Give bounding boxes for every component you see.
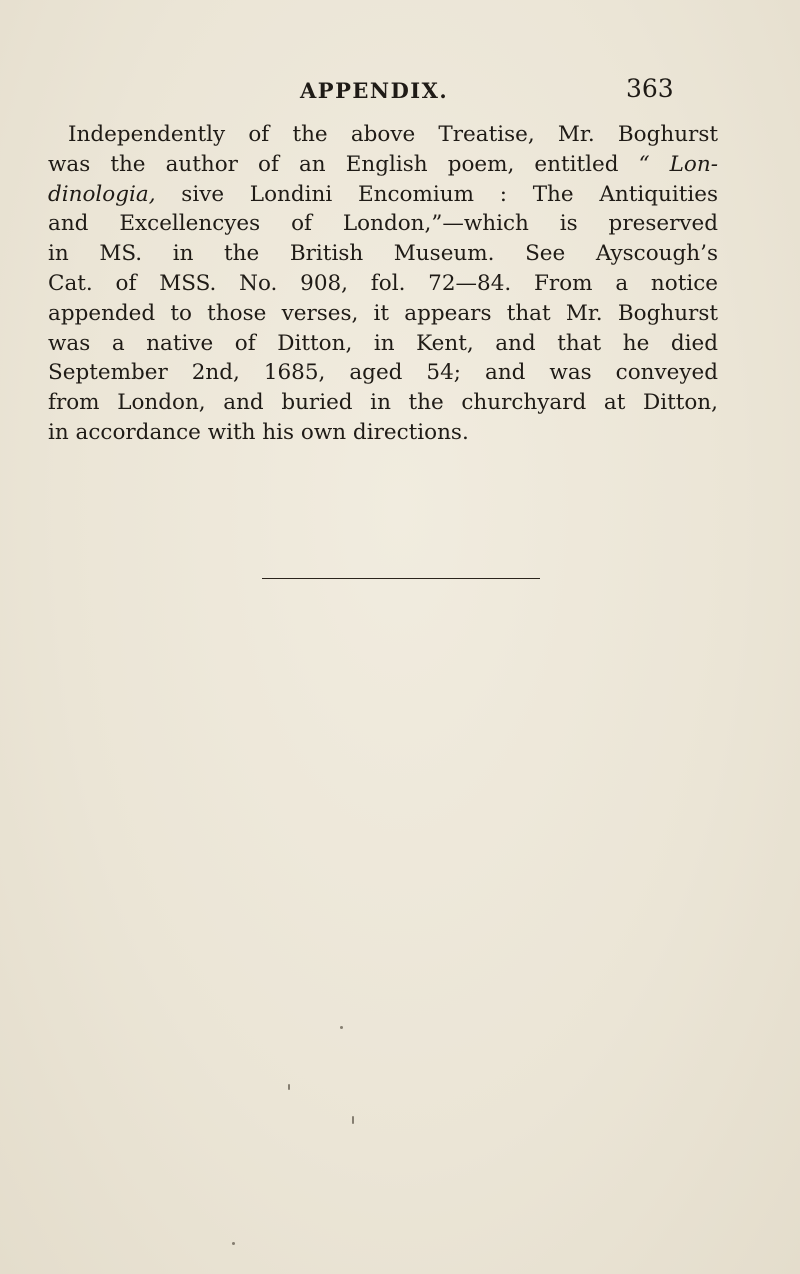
text-line: Cat. of MSS. No. 908, fol. 72—84. From a notice bbox=[48, 270, 718, 296]
text-line: from London, and buried in the churchyard at Ditton, bbox=[48, 390, 718, 416]
body-paragraph bbox=[48, 120, 718, 448]
italic-title: “ Lon- bbox=[638, 151, 718, 177]
text-line: dinologia, sive Londini Encomium : The Antiquities bbox=[48, 181, 718, 207]
text-line: was a native of Ditton, in Kent, and that he died bbox=[48, 330, 718, 356]
section-divider bbox=[262, 578, 540, 579]
text-line: Independently of the above Treatise, Mr. Boghurst bbox=[68, 122, 718, 147]
page-number: 363 bbox=[626, 74, 674, 103]
paper-speck bbox=[352, 1116, 354, 1124]
text-line: September 2nd, 1685, aged 54; and was conveyed bbox=[48, 360, 718, 386]
text-line: and Excellencyes of London,”—which is preserved bbox=[48, 211, 718, 237]
text-line: appended to those verses, it appears that Mr. Boghurst bbox=[48, 300, 718, 326]
italic-title: dinologia, bbox=[48, 181, 156, 207]
running-head: APPENDIX. bbox=[300, 78, 449, 103]
paper-speck bbox=[288, 1084, 290, 1090]
page-header bbox=[0, 74, 800, 108]
paper-speck bbox=[340, 1026, 343, 1029]
paper-speck bbox=[232, 1242, 235, 1245]
text-line: was the author of an English poem, entitled “ Lon- bbox=[48, 151, 718, 177]
text-line: in MS. in the British Museum. See Ayscough’s bbox=[48, 241, 718, 267]
text-line: in accordance with his own directions. bbox=[48, 419, 469, 445]
